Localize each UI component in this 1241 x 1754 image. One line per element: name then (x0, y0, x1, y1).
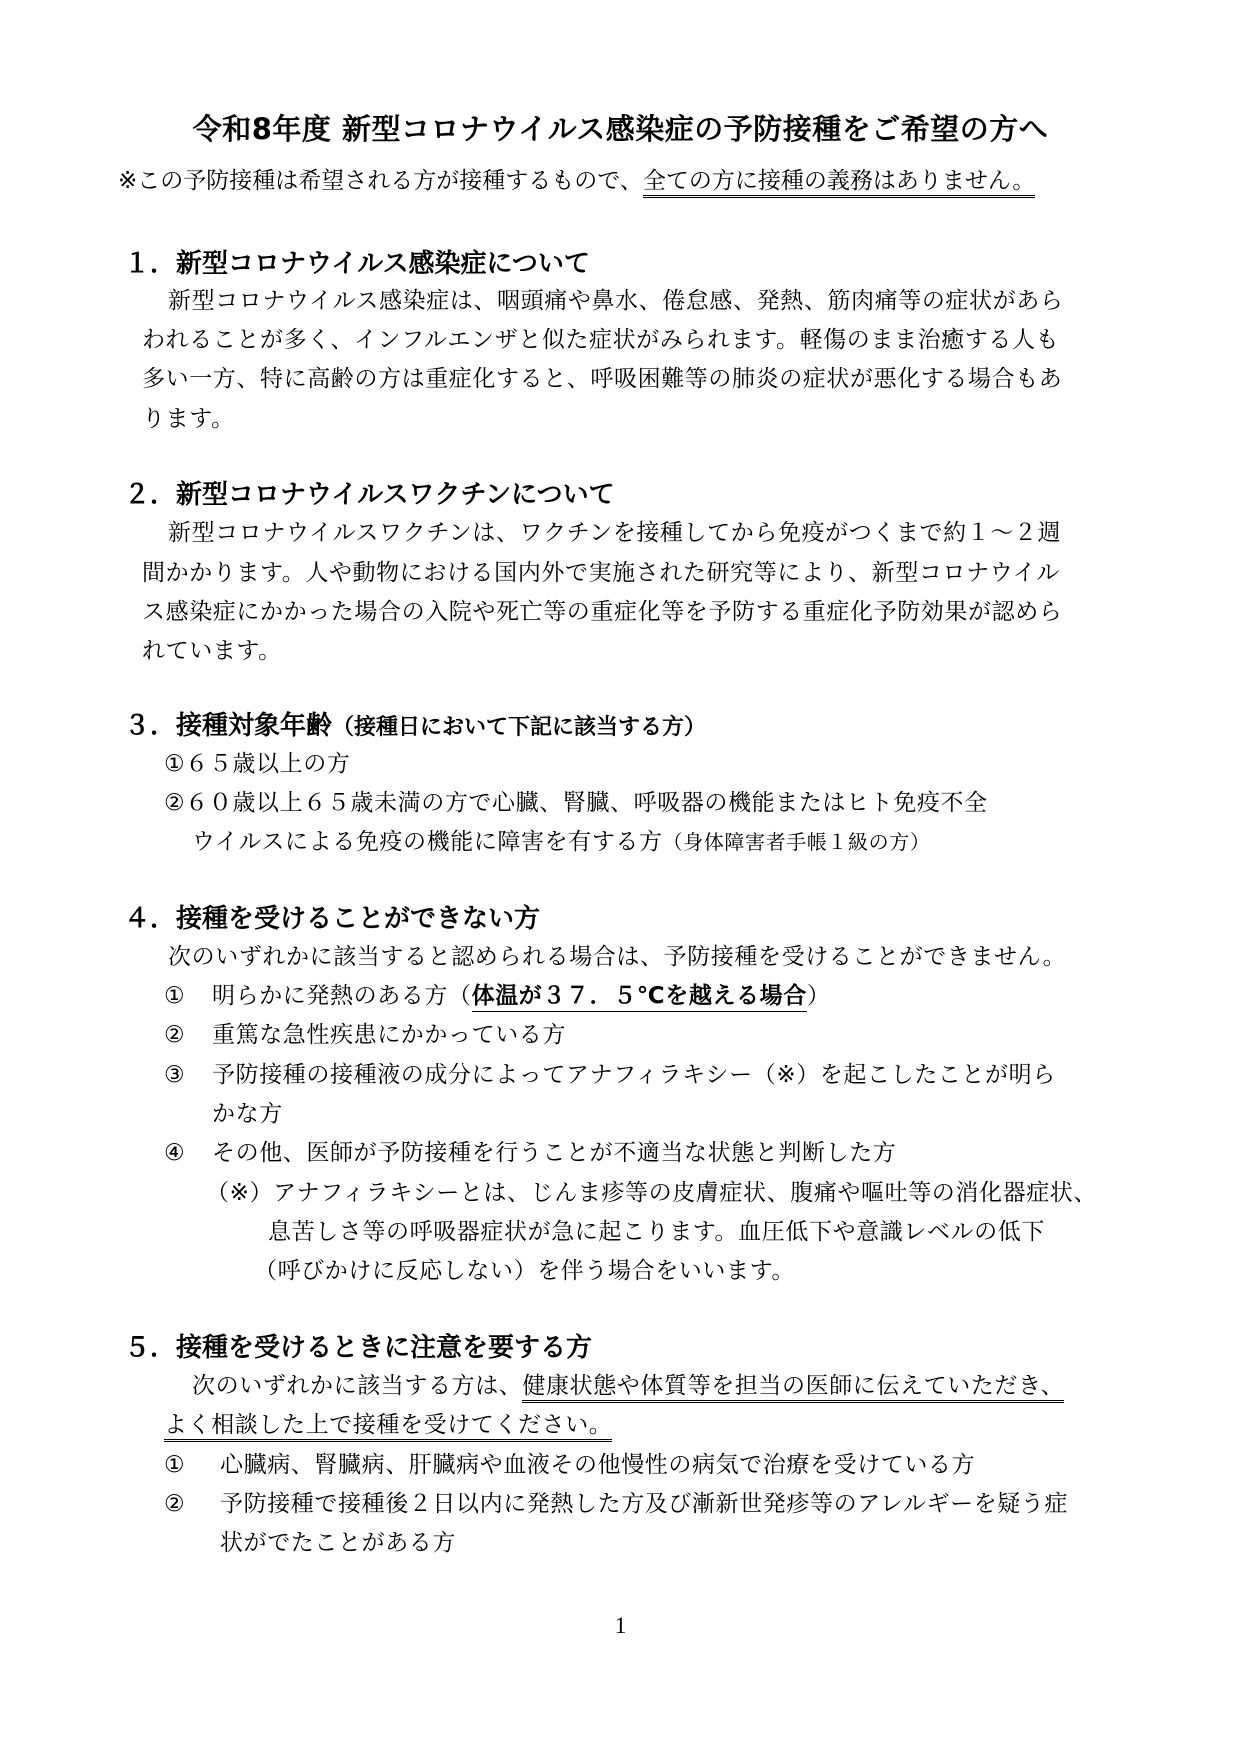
section5-item-cont: 状がでたことがある方 (220, 1530, 456, 1556)
section4-heading: ４．接種を受けることができない方 (124, 904, 541, 934)
section2-line: 間かかります。人や動物における国内外で実施された研究等により、新型コロナウイル (142, 560, 1060, 586)
section3-heading (124, 710, 706, 744)
section1-heading: １．新型コロナウイルス感染症について (124, 249, 590, 279)
section5-intro-prefix: 次のいずれかに該当する方は、 (192, 1373, 523, 1399)
section3-item2-note: （身体障害者手帳１級の方） (662, 830, 931, 854)
section4-item-number: ① (164, 983, 186, 1009)
section4-intro: 次のいずれかに該当すると認められる場合は、予防接種を受けることができません。 (168, 944, 1067, 970)
section3-item-cont (192, 827, 930, 857)
section4-item: 重篤な急性疾患にかかっている方 (212, 1022, 566, 1048)
section2-line: れています。 (142, 638, 282, 664)
document-title: 令和8年度 新型コロナウイルス感染症の予防接種をご希望の方へ (192, 112, 1049, 146)
section4-item1-close: ） (806, 983, 831, 1009)
section4-note: （呼びかけに反応しない）を伴う場合をいいます。 (254, 1258, 795, 1284)
section5-item: 予防接種で接種後２日以内に発熱した方及び漸新世発疹等のアレルギーを疑う症 (220, 1491, 1069, 1517)
section4-item1-text: 明らかに発熱のある方（ (212, 983, 472, 1009)
section5-heading: ５．接種を受けるときに注意を要する方 (124, 1333, 593, 1363)
section5-intro (192, 1371, 1064, 1401)
section4-item (212, 981, 830, 1011)
section3-heading-note: （接種日において下記に該当する方） (332, 715, 707, 740)
section4-item: その他、医師が予防接種を行うことが不適当な状態と判断した方 (212, 1140, 897, 1166)
page-number: 1 (614, 1613, 627, 1638)
section4-item1-bold: 体温が３７．５℃を越える場合 (472, 983, 807, 1012)
section4-note: 息苦しさ等の呼吸器症状が急に起こります。血圧低下や意識レベルの低下 (268, 1219, 1045, 1245)
section3-heading-main: ３．接種対象年齢 (124, 711, 333, 741)
section5-item: 心臓病、腎臓病、肝臓病や血液その他慢性の病気で治療を受けている方 (220, 1452, 976, 1478)
section4-item-number: ③ (164, 1062, 186, 1088)
section2-line: ス感染症にかかった場合の入院や死亡等の重症化等を予防する重症化予防効果が認めら (142, 599, 1063, 625)
section1-line: ります。 (142, 406, 235, 432)
section1-line: われることが多く、インフルエンザと似た症状がみられます。軽傷のまま治癒する人も (142, 327, 1060, 353)
section4-item-number: ② (164, 1022, 186, 1048)
section4-item-number: ④ (164, 1140, 186, 1166)
section3-item2-cont: ウイルスによる免疫の機能に障害を有する方 (192, 829, 663, 855)
section5-item-number: ② (164, 1491, 186, 1517)
section5-item-number: ① (164, 1452, 186, 1478)
section1-line: 多い一方、特に高齢の方は重症化すると、呼吸困難等の肺炎の症状が悪化する場合もあ (142, 366, 1063, 392)
section2-line: 新型コロナウイルスワクチンは、ワクチンを接種してから免疫がつくまで約１～２週 (168, 520, 1062, 546)
section5-intro-underlined: 健康状態や体質等を担当の医師に伝えていただき、 (522, 1373, 1064, 1403)
subtitle-prefix: ※この予防接種は希望される方が接種するもので、 (118, 168, 643, 194)
section4-note: （※）アナフィラキシーとは、じんま疹等の皮膚症状、腹痛や嘔吐等の消化器症状、 (206, 1180, 1098, 1206)
section3-item: ①６５歳以上の方 (164, 751, 351, 777)
section5-intro-line2-text: よく相談した上で接種を受けてください。 (164, 1412, 612, 1442)
section1-line: 新型コロナウイルス感染症は、咽頭痛や鼻水、倦怠感、発熱、筋肉痛等の症状があら (168, 288, 1064, 314)
section5-intro-line2 (164, 1410, 612, 1440)
section4-item-cont: かな方 (212, 1101, 283, 1127)
section3-item: ②６０歳以上６５歳未満の方で心臓、腎臓、呼吸器の機能またはヒト免疫不全 (164, 790, 988, 816)
subtitle-notice (118, 166, 1035, 196)
section4-item: 予防接種の接種液の成分によってアナフィラキシー（※）を起こしたことが明ら (212, 1062, 1056, 1088)
section2-heading: ２．新型コロナウイルスワクチンについて (124, 480, 615, 510)
subtitle-underlined: 全ての方に接種の義務はありません。 (643, 168, 1035, 198)
